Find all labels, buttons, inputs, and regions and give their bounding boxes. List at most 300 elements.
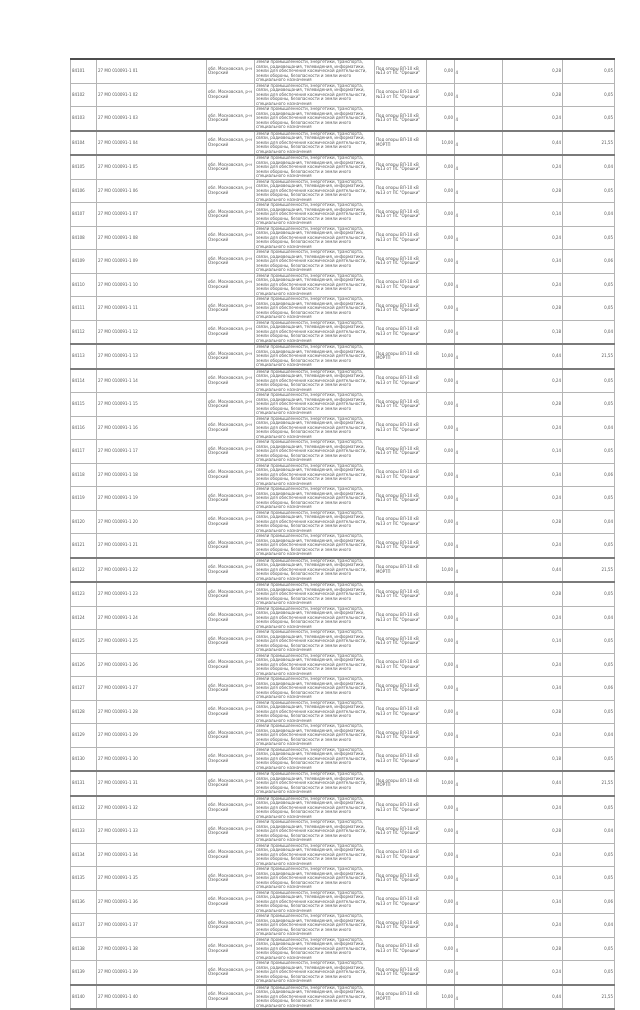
- value-1-overflow-digit: 4: [455, 995, 458, 1001]
- land-parcels-table: [70, 58, 615, 1010]
- value-1-text: 10,00: [441, 353, 453, 358]
- cell-empty: [455, 487, 503, 511]
- cell-value-2: 0,44: [503, 771, 563, 796]
- cell-record-id: 84134: [71, 843, 97, 867]
- table-row: [71, 344, 615, 369]
- cell-land-category: Земли промышленности, энергетики, транспорта, связи, радиовещания, телевидения, информатики, земли для обеспечения космической деятельности, земли обороны, безопасности и земли иного специального назначения: [255, 250, 375, 274]
- cell-location: обл. Московская, р-н Озерский: [207, 369, 255, 393]
- cell-certificate-no: 27 МО 010091-1 34: [97, 843, 207, 867]
- cell-purpose: Под опоры ВЛ-10 кВ №13 от ПС "Орешки": [375, 510, 427, 534]
- cell-purpose: Под опоры ВЛ-10 кВ МОРТП: [375, 131, 427, 156]
- table-row: [71, 250, 615, 274]
- value-1-overflow-digit: 4: [455, 593, 458, 598]
- value-1-text: 10,00: [441, 993, 453, 999]
- cell-empty: [455, 961, 503, 985]
- value-1-overflow-digit: 4: [455, 213, 458, 218]
- cell-value-2: 0,28: [503, 179, 563, 203]
- cell-value-1: [427, 796, 458, 820]
- cell-certificate-no: 27 МО 010091-1 23: [97, 582, 207, 606]
- cell-location: обл. Московская, р-н Озерский: [207, 890, 255, 914]
- cell-record-id: 84101: [71, 59, 97, 83]
- cell-value-2: 0,28: [503, 59, 563, 83]
- cell-value-2: 0,24: [503, 226, 563, 250]
- cell-value-2: 0,24: [503, 107, 563, 131]
- value-1-overflow-digit: 4: [455, 283, 458, 289]
- cell-location: обл. Московская, р-н Озерский: [207, 297, 255, 321]
- cell-value-3: 0,05: [563, 83, 615, 107]
- table-row: [71, 700, 615, 724]
- cell-value-3: 0,04: [563, 914, 615, 938]
- value-1-text: 0,00: [444, 495, 453, 500]
- cell-location: обл. Московская, р-н Озерский: [207, 155, 255, 179]
- cell-purpose: Под опоры ВЛ-10 кВ №13 от ПС "Орешки": [375, 440, 427, 464]
- table-row: [71, 582, 615, 606]
- cell-value-2: 0,24: [503, 487, 563, 511]
- cell-empty: [455, 344, 503, 369]
- cell-value-3: 0,05: [563, 937, 615, 961]
- cell-record-id: 84131: [71, 771, 97, 796]
- cell-empty: [455, 700, 503, 724]
- cell-certificate-no: 27 МО 010091-1 02: [97, 83, 207, 107]
- cell-purpose: Под опоры ВЛ-10 кВ №13 от ПС "Орешки": [375, 59, 427, 83]
- table-row: [71, 914, 615, 938]
- value-1-text: 0,00: [444, 424, 453, 430]
- cell-purpose: Под опоры ВЛ-10 кВ №13 от ПС "Орешки": [375, 369, 427, 393]
- cell-value-1: [427, 985, 458, 1010]
- cell-empty: [455, 677, 503, 701]
- table-row: [71, 203, 615, 227]
- cell-certificate-no: 27 МО 010091-1 20: [97, 510, 207, 534]
- cell-land-category: Земли промышленности, энергетики, транспорта, связи, радиовещания, телевидения, информатики, земли для обеспечения космической деятельности, земли обороны, безопасности и земли иного специального назначения: [255, 155, 375, 179]
- value-1-overflow-digit: 4: [455, 473, 458, 479]
- value-1-overflow-digit: 4: [455, 379, 458, 385]
- cell-purpose: Под опоры ВЛ-10 кВ МОРТП: [375, 558, 427, 583]
- cell-purpose: Под опоры ВЛ-10 кВ №13 от ПС "Орешки": [375, 677, 427, 701]
- cell-value-3: 0,05: [563, 747, 615, 771]
- cell-value-1: [427, 487, 458, 511]
- cell-land-category: Земли промышленности, энергетики, транспорта, связи, радиовещания, телевидения, информатики, земли для обеспечения космической деятельности, земли обороны, безопасности и земли иного специального назначения: [255, 653, 375, 677]
- value-1-overflow-digit: 4: [455, 117, 458, 122]
- cell-value-2: 0,34: [503, 250, 563, 274]
- cell-land-category: Земли промышленности, энергетики, транспорта, связи, радиовещания, телевидения, информатики, земли для обеспечения космической деятельности, земли обороны, безопасности и земли иного специального назначения: [255, 961, 375, 985]
- cell-value-1: [427, 320, 458, 344]
- cell-land-category: Земли промышленности, энергетики, транспорта, связи, радиовещания, телевидения, информатики, земли для обеспечения космической деятельности, земли обороны, безопасности и земли иного специального назначения: [255, 747, 375, 771]
- cell-purpose: Под опоры ВЛ-10 кВ №13 от ПС "Орешки": [375, 487, 427, 511]
- cell-land-category: Земли промышленности, энергетики, транспорта, связи, радиовещания, телевидения, информатики, земли для обеспечения космической деятельности, земли обороны, безопасности и земли иного специального назначения: [255, 700, 375, 724]
- cell-purpose: Под опоры ВЛ-10 кВ №13 от ПС "Орешки": [375, 297, 427, 321]
- value-1-overflow-digit: 4: [455, 947, 458, 953]
- cell-land-category: Земли промышленности, энергетики, транспорта, связи, радиовещания, телевидения, информатики, земли для обеспечения космической деятельности, земли обороны, безопасности и земли иного специального назначения: [255, 867, 375, 891]
- cell-value-3: 0,05: [563, 487, 615, 511]
- cell-value-1: [427, 107, 458, 131]
- cell-location: обл. Московская, р-н Озерский: [207, 843, 255, 867]
- cell-land-category: Земли промышленности, энергетики, транспорта, связи, радиовещания, телевидения, информатики, земли для обеспечения космической деятельности, земли обороны, безопасности и земли иного специального назначения: [255, 796, 375, 820]
- cell-value-3: 0,05: [563, 700, 615, 724]
- cell-purpose: Под опоры ВЛ-10 кВ №13 от ПС "Орешки": [375, 273, 427, 297]
- cell-record-id: 84125: [71, 630, 97, 654]
- cell-empty: [455, 463, 503, 487]
- table-row: [71, 510, 615, 534]
- cell-location: обл. Московская, р-н Озерский: [207, 677, 255, 701]
- cell-location: обл. Московская, р-н Озерский: [207, 510, 255, 534]
- cell-empty: [455, 796, 503, 820]
- cell-value-2: 0,28: [503, 700, 563, 724]
- cell-location: обл. Московская, р-н Озерский: [207, 771, 255, 796]
- cell-value-2: 0,24: [503, 369, 563, 393]
- cell-value-1: [427, 344, 458, 369]
- cell-value-3: 0,05: [563, 179, 615, 203]
- cell-empty: [455, 771, 503, 796]
- cell-certificate-no: 27 МО 010091-1 10: [97, 273, 207, 297]
- cell-record-id: 84117: [71, 440, 97, 464]
- cell-value-3: 21,55: [563, 985, 615, 1010]
- cell-location: обл. Московская, р-н Озерский: [207, 534, 255, 558]
- table-row: [71, 937, 615, 961]
- cell-record-id: 84122: [71, 558, 97, 583]
- cell-value-2: 0,24: [503, 843, 563, 867]
- cell-value-1: [427, 820, 458, 844]
- cell-land-category: Земли промышленности, энергетики, транспорта, связи, радиовещания, телевидения, информатики, земли для обеспечения космической деятельности, земли обороны, безопасности и земли иного специального назначения: [255, 724, 375, 748]
- cell-value-3: 0,04: [563, 820, 615, 844]
- cell-empty: [455, 416, 503, 440]
- cell-purpose: Под опоры ВЛ-10 кВ №13 от ПС "Орешки": [375, 700, 427, 724]
- value-1-text: 0,00: [444, 661, 453, 667]
- cell-certificate-no: 27 МО 010091-1 16: [97, 416, 207, 440]
- value-1-overflow-digit: 4: [455, 520, 458, 526]
- cell-empty: [455, 179, 503, 203]
- cell-empty: [455, 724, 503, 748]
- cell-value-1: [427, 131, 458, 156]
- cell-certificate-no: 27 МО 010091-1 32: [97, 796, 207, 820]
- table-row: [71, 131, 615, 156]
- value-1-text: 10,00: [441, 566, 453, 572]
- value-1-text: 0,00: [444, 708, 453, 714]
- cell-purpose: Под опоры ВЛ-10 кВ №13 от ПС "Орешки": [375, 179, 427, 203]
- cell-location: обл. Московская, р-н Озерский: [207, 630, 255, 654]
- cell-record-id: 84124: [71, 606, 97, 630]
- table-row: [71, 155, 615, 179]
- cell-value-2: 0,24: [503, 653, 563, 677]
- cell-record-id: 84106: [71, 179, 97, 203]
- cell-value-2: 0,28: [503, 83, 563, 107]
- value-1-overflow-digit: 4: [455, 616, 458, 622]
- cell-record-id: 84114: [71, 369, 97, 393]
- value-1-text: 0,00: [444, 234, 453, 240]
- cell-value-3: 0,06: [563, 677, 615, 701]
- cell-value-1: [427, 700, 458, 724]
- cell-value-2: 0,34: [503, 890, 563, 914]
- cell-value-1: [427, 606, 458, 630]
- cell-certificate-no: 27 МО 010091-1 06: [97, 179, 207, 203]
- cell-value-2: 0,24: [503, 416, 563, 440]
- cell-value-1: [427, 179, 458, 203]
- table-row: [71, 83, 615, 107]
- value-1-text: 10,00: [441, 139, 453, 145]
- cell-empty: [455, 83, 503, 107]
- cell-purpose: Под опоры ВЛ-10 кВ №13 от ПС "Орешки": [375, 320, 427, 344]
- cell-purpose: Под опоры ВЛ-10 кВ №13 от ПС "Орешки": [375, 606, 427, 630]
- cell-empty: [455, 630, 503, 654]
- table-row: [71, 369, 615, 393]
- cell-value-2: 0,34: [503, 463, 563, 487]
- cell-location: обл. Московская, р-н Озерский: [207, 440, 255, 464]
- cell-empty: [455, 59, 503, 83]
- cell-value-2: 0,14: [503, 867, 563, 891]
- cell-empty: [455, 843, 503, 867]
- cell-land-category: Земли промышленности, энергетики, транспорта, связи, радиовещания, телевидения, информатики, земли для обеспечения космической деятельности, земли обороны, безопасности и земли иного специального назначения: [255, 297, 375, 321]
- cell-record-id: 84123: [71, 582, 97, 606]
- cell-certificate-no: 27 МО 010091-1 40: [97, 985, 207, 1010]
- table-row: [71, 107, 615, 131]
- cell-certificate-no: 27 МО 010091-1 09: [97, 250, 207, 274]
- cell-certificate-no: 27 МО 010091-1 17: [97, 440, 207, 464]
- cell-value-2: 0,44: [503, 558, 563, 583]
- cell-value-1: [427, 582, 458, 606]
- value-1-text: 0,00: [444, 115, 453, 120]
- value-1-text: 0,00: [444, 164, 453, 169]
- cell-purpose: Под опоры ВЛ-10 кВ МОРТП: [375, 985, 427, 1010]
- value-1-overflow-digit: 4: [455, 971, 458, 976]
- cell-land-category: Земли промышленности, энергетики, транспорта, связи, радиовещания, телевидения, информатики, земли для обеспечения космической деятельности, земли обороны, безопасности и земли иного специального назначения: [255, 510, 375, 534]
- cell-land-category: Земли промышленности, энергетики, транспорта, связи, радиовещания, телевидения, информатики, земли для обеспечения космической деятельности, земли обороны, безопасности и земли иного специального назначения: [255, 273, 375, 297]
- cell-land-category: Земли промышленности, энергетики, транспорта, связи, радиовещания, телевидения, информатики, земли для обеспечения космической деятельности, земли обороны, безопасности и земли иного специального назначения: [255, 107, 375, 131]
- cell-location: обл. Московская, р-н Озерский: [207, 179, 255, 203]
- cell-value-2: 0,24: [503, 155, 563, 179]
- cell-location: обл. Московская, р-н Озерский: [207, 558, 255, 583]
- cell-land-category: Земли промышленности, энергетики, транспорта, связи, радиовещания, телевидения, информатики, земли для обеспечения космической деятельности, земли обороны, безопасности и земли иного специального назначения: [255, 630, 375, 654]
- value-1-overflow-digit: 4: [455, 900, 458, 906]
- cell-purpose: Под опоры ВЛ-10 кВ №13 от ПС "Орешки": [375, 724, 427, 748]
- value-1-text: 0,00: [444, 471, 453, 477]
- cell-certificate-no: 27 МО 010091-1 03: [97, 107, 207, 131]
- cell-certificate-no: 27 МО 010091-1 21: [97, 534, 207, 558]
- cell-value-3: 0,05: [563, 369, 615, 393]
- cell-land-category: Земли промышленности, энергетики, транспорта, связи, радиовещания, телевидения, информатики, земли для обеспечения космической деятельности, земли обороны, безопасности и земли иного специального назначения: [255, 606, 375, 630]
- cell-record-id: 84119: [71, 487, 97, 511]
- cell-land-category: Земли промышленности, энергетики, транспорта, связи, радиовещания, телевидения, информатики, земли для обеспечения космической деятельности, земли обороны, безопасности и земли иного специального назначения: [255, 487, 375, 511]
- cell-certificate-no: 27 МО 010091-1 36: [97, 890, 207, 914]
- cell-land-category: Земли промышленности, энергетики, транспорта, связи, радиовещания, телевидения, информатики, земли для обеспечения космической деятельности, земли обороны, безопасности и земли иного специального назначения: [255, 534, 375, 558]
- cell-value-2: 0,28: [503, 820, 563, 844]
- table-row: [71, 796, 615, 820]
- cell-record-id: 84107: [71, 203, 97, 227]
- cell-land-category: Земли промышленности, энергетики, транспорта, связи, радиовещания, телевидения, информатики, земли для обеспечения космической деятельности, земли обороны, безопасности и земли иного специального назначения: [255, 59, 375, 83]
- table-row: [71, 393, 615, 417]
- cell-value-2: 0,34: [503, 677, 563, 701]
- value-1-overflow-digit: 4: [455, 166, 458, 171]
- cell-land-category: Земли промышленности, энергетики, транспорта, связи, радиовещания, телевидения, информатики, земли для обеспечения космической деятельности, земли обороны, безопасности и земли иного специального назначения: [255, 558, 375, 583]
- cell-value-1: [427, 297, 458, 321]
- cell-certificate-no: 27 МО 010091-1 18: [97, 463, 207, 487]
- cell-location: обл. Московская, р-н Озерский: [207, 393, 255, 417]
- cell-purpose: Под опоры ВЛ-10 кВ №13 от ПС "Орешки": [375, 747, 427, 771]
- cell-record-id: 84120: [71, 510, 97, 534]
- cell-location: обл. Московская, р-н Озерский: [207, 700, 255, 724]
- cell-value-2: 0,28: [503, 297, 563, 321]
- value-1-overflow-digit: 4: [455, 757, 458, 763]
- cell-record-id: 84139: [71, 961, 97, 985]
- cell-value-2: 0,44: [503, 344, 563, 369]
- value-1-overflow-digit: 4: [455, 687, 458, 692]
- cell-value-2: 0,28: [503, 393, 563, 417]
- table-row: [71, 985, 615, 1010]
- cell-certificate-no: 27 МО 010091-1 26: [97, 653, 207, 677]
- cell-value-2: 0,28: [503, 510, 563, 534]
- table-row: [71, 463, 615, 487]
- value-1-text: 0,00: [444, 945, 453, 951]
- cell-certificate-no: 27 МО 010091-1 15: [97, 393, 207, 417]
- cell-value-3: 21,55: [563, 344, 615, 369]
- cell-value-3: 0,05: [563, 630, 615, 654]
- cell-empty: [455, 510, 503, 534]
- cell-location: обл. Московская, р-н Озерский: [207, 416, 255, 440]
- cell-empty: [455, 131, 503, 156]
- cell-certificate-no: 27 МО 010091-1 24: [97, 606, 207, 630]
- value-1-text: 0,00: [444, 542, 453, 547]
- cell-location: обл. Московская, р-н Озерский: [207, 606, 255, 630]
- cell-location: обл. Московская, р-н Озерский: [207, 985, 255, 1010]
- cell-land-category: Земли промышленности, энергетики, транспорта, связи, радиовещания, телевидения, информатики, земли для обеспечения космической деятельности, земли обороны, безопасности и земли иного специального назначения: [255, 677, 375, 701]
- cell-land-category: Земли промышленности, энергетики, транспорта, связи, радиовещания, телевидения, информатики, земли для обеспечения космической деятельности, земли обороны, безопасности и земли иного специального назначения: [255, 937, 375, 961]
- cell-record-id: 84126: [71, 653, 97, 677]
- cell-purpose: Под опоры ВЛ-10 кВ №13 от ПС "Орешки": [375, 843, 427, 867]
- cell-purpose: Под опоры ВЛ-10 кВ №13 от ПС "Орешки": [375, 155, 427, 179]
- cell-land-category: Земли промышленности, энергетики, транспорта, связи, радиовещания, телевидения, информатики, земли для обеспечения космической деятельности, земли обороны, безопасности и земли иного специального назначения: [255, 226, 375, 250]
- table-row: [71, 606, 615, 630]
- table-row: [71, 771, 615, 796]
- cell-purpose: Под опоры ВЛ-10 кВ МОРТП: [375, 771, 427, 796]
- cell-record-id: 84129: [71, 724, 97, 748]
- cell-record-id: 84132: [71, 796, 97, 820]
- cell-record-id: 84109: [71, 250, 97, 274]
- cell-value-2: 0,24: [503, 606, 563, 630]
- value-1-overflow-digit: 4: [455, 782, 458, 787]
- cell-purpose: Под опоры ВЛ-10 кВ МОРТП: [375, 344, 427, 369]
- cell-empty: [455, 582, 503, 606]
- value-1-text: 0,00: [444, 898, 453, 904]
- table-row: [71, 867, 615, 891]
- cell-purpose: Под опоры ВЛ-10 кВ №13 от ПС "Орешки": [375, 226, 427, 250]
- cell-value-2: 0,24: [503, 961, 563, 985]
- cell-record-id: 84130: [71, 747, 97, 771]
- value-1-overflow-digit: 4: [455, 663, 458, 669]
- cell-empty: [455, 653, 503, 677]
- cell-value-1: [427, 203, 458, 227]
- cell-value-3: 0,04: [563, 510, 615, 534]
- cell-value-1: [427, 937, 458, 961]
- cell-record-id: 84136: [71, 890, 97, 914]
- cell-location: обл. Московская, р-н Озерский: [207, 653, 255, 677]
- cell-location: обл. Московская, р-н Озерский: [207, 273, 255, 297]
- cell-land-category: Земли промышленности, энергетики, транспорта, связи, радиовещания, телевидения, информатики, земли для обеспечения космической деятельности, земли обороны, безопасности и земли иного специального назначения: [255, 582, 375, 606]
- cell-record-id: 84133: [71, 820, 97, 844]
- cell-location: обл. Московская, р-н Озерский: [207, 487, 255, 511]
- cell-empty: [455, 203, 503, 227]
- value-1-text: 0,00: [444, 591, 453, 596]
- value-1-overflow-digit: 4: [455, 307, 458, 312]
- cell-value-1: [427, 155, 458, 179]
- cell-land-category: Земли промышленности, энергетики, транспорта, связи, радиовещания, телевидения, информатики, земли для обеспечения космической деятельности, земли обороны, безопасности и земли иного специального назначения: [255, 369, 375, 393]
- cell-location: обл. Московская, р-н Озерский: [207, 867, 255, 891]
- cell-location: обл. Московская, р-н Озерский: [207, 961, 255, 985]
- value-1-text: 0,00: [444, 922, 453, 927]
- cell-record-id: 84102: [71, 83, 97, 107]
- cell-purpose: Под опоры ВЛ-10 кВ №13 от ПС "Орешки": [375, 867, 427, 891]
- value-1-text: 0,00: [444, 875, 453, 880]
- cell-land-category: Земли промышленности, энергетики, транспорта, связи, радиовещания, телевидения, информатики, земли для обеспечения космической деятельности, земли обороны, безопасности и земли иного специального назначения: [255, 344, 375, 369]
- cell-record-id: 84127: [71, 677, 97, 701]
- cell-value-3: 0,05: [563, 273, 615, 297]
- cell-value-3: 0,04: [563, 320, 615, 344]
- cell-value-3: 0,05: [563, 867, 615, 891]
- value-1-text: 0,00: [444, 211, 453, 216]
- cell-certificate-no: 27 МО 010091-1 04: [97, 131, 207, 156]
- cell-value-2: 0,24: [503, 724, 563, 748]
- cell-value-2: 0,44: [503, 985, 563, 1010]
- cell-value-3: 0,04: [563, 155, 615, 179]
- value-1-text: 0,00: [444, 804, 453, 810]
- cell-certificate-no: 27 МО 010091-1 13: [97, 344, 207, 369]
- cell-value-3: 0,04: [563, 724, 615, 748]
- cell-land-category: Земли промышленности, энергетики, транспорта, связи, радиовещания, телевидения, информатики, земли для обеспечения космической деятельности, земли обороны, безопасности и земли иного специального назначения: [255, 393, 375, 417]
- cell-record-id: 84105: [71, 155, 97, 179]
- value-1-overflow-digit: 4: [455, 141, 458, 147]
- cell-value-1: [427, 59, 458, 83]
- cell-purpose: Под опоры ВЛ-10 кВ №13 от ПС "Орешки": [375, 796, 427, 820]
- table-row: [71, 179, 615, 203]
- cell-value-1: [427, 510, 458, 534]
- cell-purpose: Под опоры ВЛ-10 кВ №13 от ПС "Орешки": [375, 203, 427, 227]
- cell-certificate-no: 27 МО 010091-1 28: [97, 700, 207, 724]
- cell-certificate-no: 27 МО 010091-1 01: [97, 59, 207, 83]
- cell-certificate-no: 27 МО 010091-1 27: [97, 677, 207, 701]
- cell-purpose: Под опоры ВЛ-10 кВ №13 от ПС "Орешки": [375, 582, 427, 606]
- cell-empty: [455, 393, 503, 417]
- cell-purpose: Под опоры ВЛ-10 кВ №13 от ПС "Орешки": [375, 653, 427, 677]
- cell-value-2: 0,24: [503, 914, 563, 938]
- cell-value-3: 0,04: [563, 606, 615, 630]
- cell-empty: [455, 369, 503, 393]
- cell-record-id: 84121: [71, 534, 97, 558]
- cell-location: обл. Московская, р-н Озерский: [207, 344, 255, 369]
- cell-empty: [455, 867, 503, 891]
- value-1-text: 0,00: [444, 281, 453, 287]
- cell-value-1: [427, 843, 458, 867]
- value-1-overflow-digit: 4: [455, 924, 458, 929]
- cell-certificate-no: 27 МО 010091-1 35: [97, 867, 207, 891]
- table-row: [71, 440, 615, 464]
- cell-record-id: 84112: [71, 320, 97, 344]
- cell-value-2: 0,28: [503, 582, 563, 606]
- cell-value-3: 0,05: [563, 297, 615, 321]
- cell-purpose: Под опоры ВЛ-10 кВ №13 от ПС "Орешки": [375, 890, 427, 914]
- cell-value-1: [427, 534, 458, 558]
- table-row: [71, 226, 615, 250]
- cell-record-id: 84104: [71, 131, 97, 156]
- cell-value-1: [427, 558, 458, 583]
- cell-location: обл. Московская, р-н Озерский: [207, 107, 255, 131]
- cell-value-1: [427, 724, 458, 748]
- cell-land-category: Земли промышленности, энергетики, транспорта, связи, радиовещания, телевидения, информатики, земли для обеспечения космической деятельности, земли обороны, безопасности и земли иного специального назначения: [255, 83, 375, 107]
- cell-value-1: [427, 914, 458, 938]
- cell-value-1: [427, 867, 458, 891]
- cell-value-2: 0,24: [503, 273, 563, 297]
- cell-location: обл. Московская, р-н Озерский: [207, 937, 255, 961]
- cell-certificate-no: 27 МО 010091-1 22: [97, 558, 207, 583]
- table-body: [71, 59, 615, 1009]
- cell-certificate-no: 27 МО 010091-1 30: [97, 747, 207, 771]
- table-row: [71, 961, 615, 985]
